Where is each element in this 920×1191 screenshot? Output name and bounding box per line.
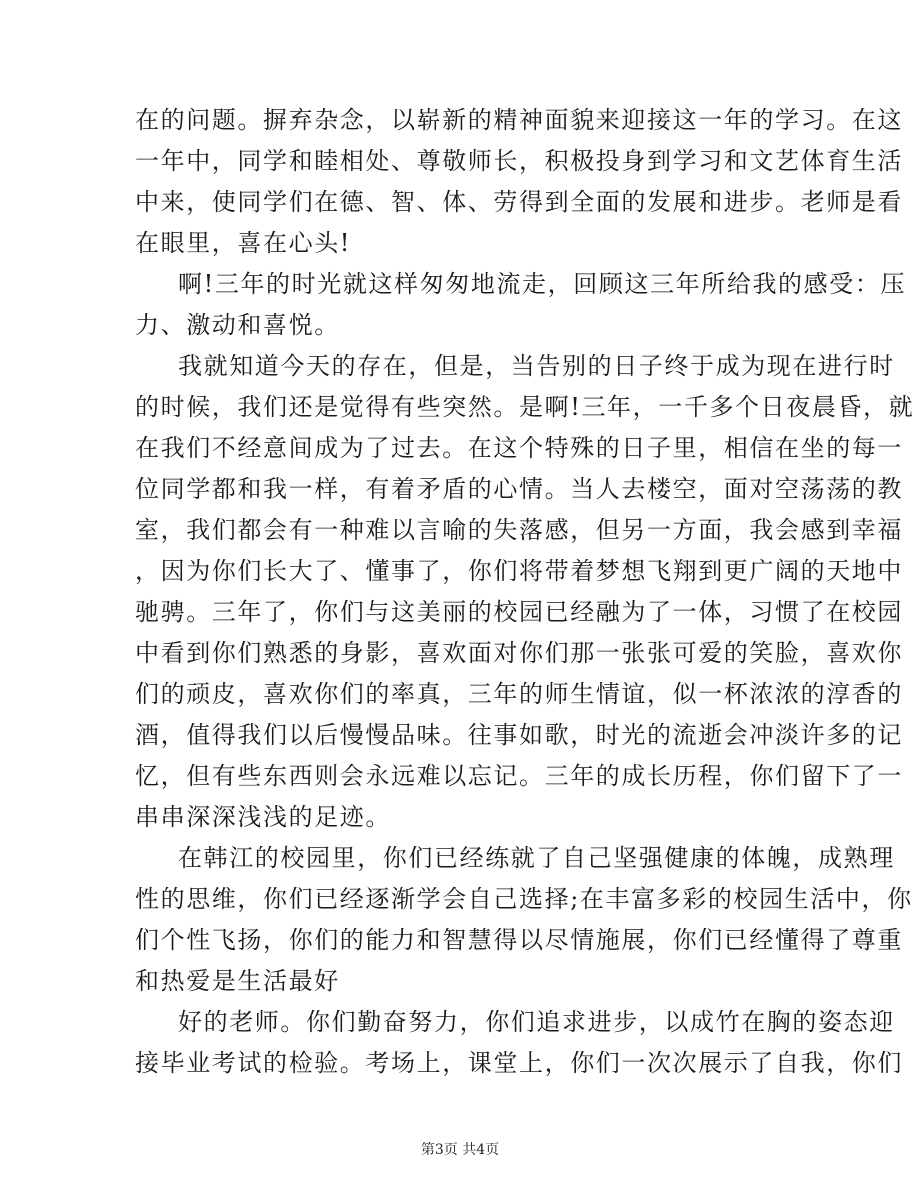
text-line: 酒，值得我们以后慢慢品味。往事如歌，时光的流逝会冲淡许多的记 [135,721,903,749]
text-line: 中看到你们熟悉的身影，喜欢面对你们那一张张可爱的笑脸，喜欢你 [135,639,903,667]
paragraph-start-line: 在韩江的校园里，你们已经练就了自己坚强健康的体魄，成熟理 [178,844,895,872]
text-line: 的时候，我们还是觉得有些突然。是啊!三年，一千多个日夜晨昏，就 [135,393,915,421]
text-line: 接毕业考试的检验。考场上，课堂上，你们一次次展示了自我，你们 [135,1049,903,1077]
text-line: 中来，使同学们在德、智、体、劳得到全面的发展和进步。老师是看 [135,188,903,216]
paragraph-start-line: 好的老师。你们勤奋努力，你们追求进步，以成竹在胸的姿态迎 [178,1008,895,1036]
text-line: 室，我们都会有一种难以言喻的失落感，但另一方面，我会感到幸福 [135,516,903,544]
text-line: ，因为你们长大了、懂事了，你们将带着梦想飞翔到更广阔的天地中 [135,557,903,585]
text-line: 性的思维，你们已经逐渐学会自己选择;在丰富多彩的校园生活中，你 [135,885,913,913]
text-line: 们个性飞扬，你们的能力和智慧得以尽情施展，你们已经懂得了尊重 [135,926,903,954]
text-line: 串串深深浅浅的足迹。 [135,803,391,831]
text-line: 位同学都和我一样，有着矛盾的心情。当人去楼空，面对空荡荡的教 [135,475,903,503]
paragraph-start-line: 我就知道今天的存在，但是，当告别的日子终于成为现在进行时 [178,352,895,380]
text-line: 和热爱是生活最好 [135,967,340,995]
text-line: 一年中，同学和睦相处、尊敬师长，积极投身到学习和文艺体育生活 [135,147,903,175]
text-line: 在的问题。摒弃杂念，以崭新的精神面貌来迎接这一年的学习。在这 [135,106,903,134]
text-line: 在眼里，喜在心头! [135,229,352,257]
text-line: 驰骋。三年了，你们与这美丽的校园已经融为了一体，习惯了在校园 [135,598,903,626]
text-line: 在我们不经意间成为了过去。在这个特殊的日子里，相信在坐的每一 [135,434,903,462]
text-line: 们的顽皮，喜欢你们的率真，三年的师生情谊，似一杯浓浓的淳香的 [135,680,903,708]
page-number-footer: 第3页 共4页 [420,1142,500,1158]
paragraph-start-line: 啊!三年的时光就这样匆匆地流走，回顾这三年所给我的感受：压 [178,270,907,298]
text-line: 力、激动和喜悦。 [135,311,340,339]
text-line: 忆，但有些东西则会永远难以忘记。三年的成长历程，你们留下了一 [135,762,903,790]
